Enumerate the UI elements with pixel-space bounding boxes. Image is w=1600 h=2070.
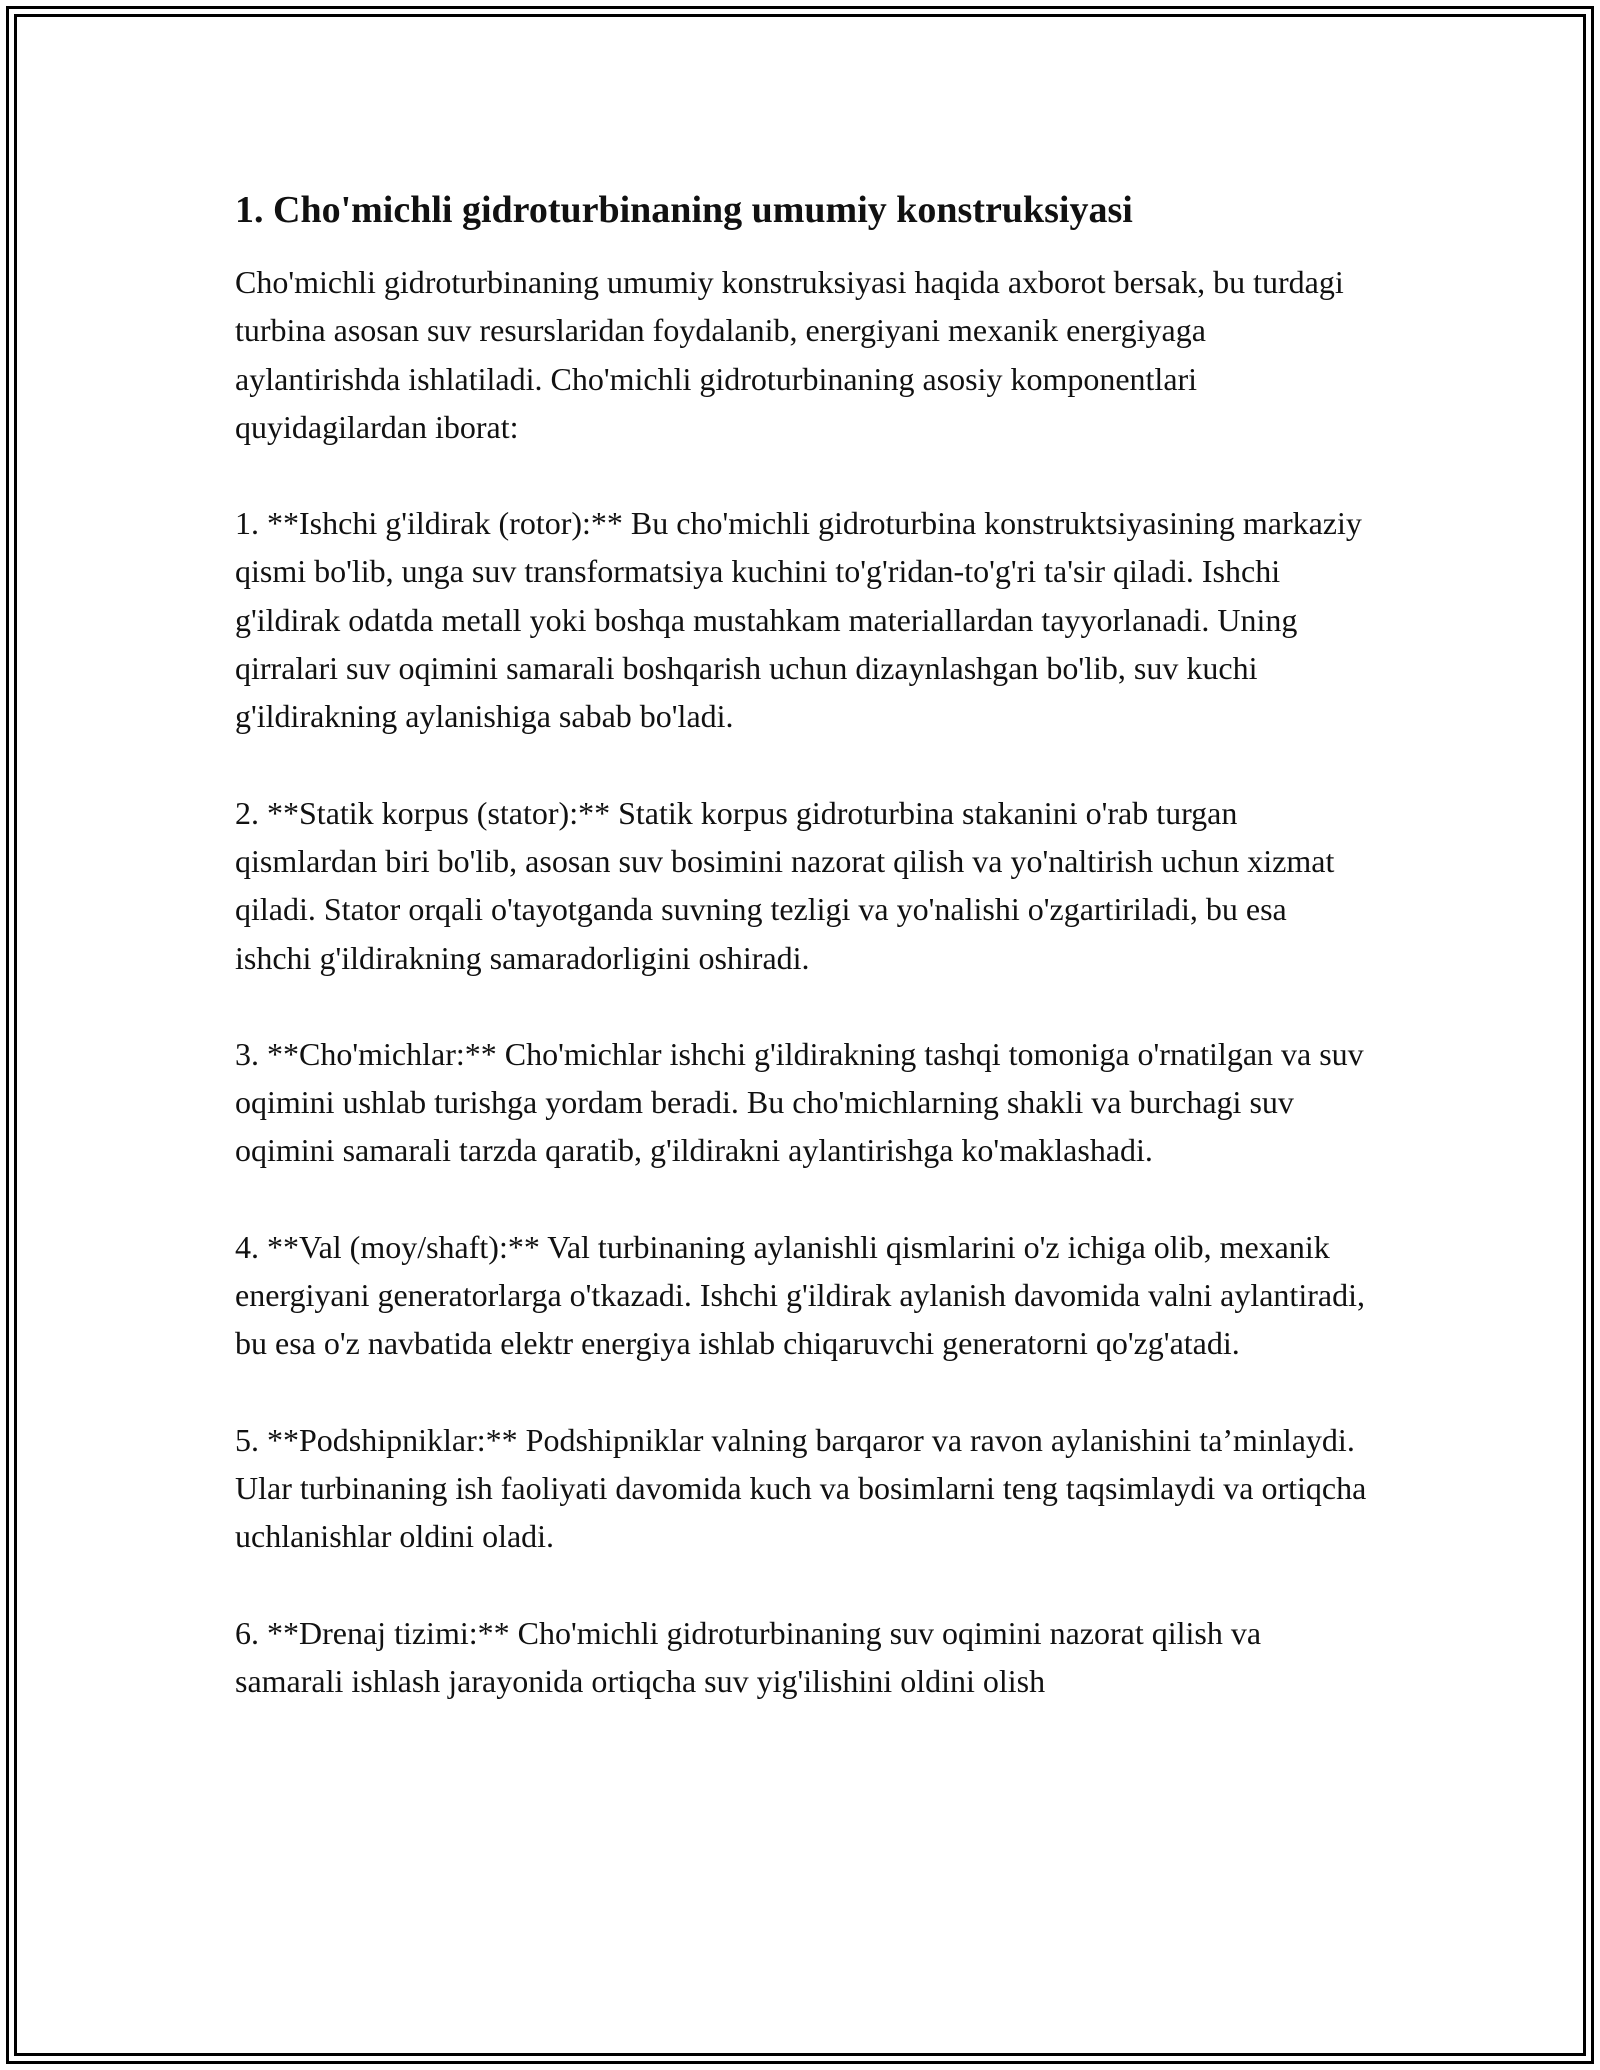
list-item-bearings: 5. **Podshipniklar:** Podshipniklar valning barqaror va ravon aylanishini ta’minlaydi. Ular turbinaning ish faoliyati davomida kuch va bosimlarni teng taqsimlaydi va ortiqcha uchlanishlar oldini oladi.: [235, 1421, 1367, 1555]
list-item-shaft: 4. **Val (moy/shaft):** Val turbinaning aylanishli qismlarini o'z ichiga olib, mexanik energiyani generatorlarga o'tkazadi. Ishchi g'ildirak aylanish davomida valni aylantiradi, bu esa o'z navbatida elektr energiya ishlab chiqaruvchi generatorni qo'zg'atadi.: [235, 1228, 1365, 1362]
intro-paragraph: Cho'michli gidroturbinaning umumiy konstruksiyasi haqida axborot bersak, bu turdagi turbina asosan suv resurslaridan foydalanib, energiyani mexanik energiyaga aylantirishda ishlatiladi. Cho'michli gidroturbinaning asosiy komponentlari quyidagilardan iborat:: [235, 264, 1344, 445]
list-item-drainage: 6. **Drenaj tizimi:** Cho'michli gidroturbinaning suv oqimini nazorat qilish va samarali ishlash jarayonida ortiqcha suv yig'ilishini oldini olish: [235, 1614, 1262, 1699]
list-item-buckets: 3. **Cho'michlar:** Cho'michlar ishchi g'ildirakning tashqi tomoniga o'rnatilgan va suv oqimini ushlab turishga yordam beradi. Bu cho'michlarning shakli va burchagi suv oqimini samarali tarzda qaratib, g'ildirakni aylantirishga ko'maklashadi.: [235, 1035, 1364, 1169]
list-item-rotor: 1. **Ishchi g'ildirak (rotor):** Bu cho'michli gidroturbina konstruktsiyasining markaziy qismi bo'lib, unga suv transformatsiya kuchini to'g'ridan-to'g'ri ta'sir qiladi. Ishchi g'ildirak odatda metall yoki boshqa mustahkam materiallardan tayyorlanadi. Uning qirralari suv oqimini samarali boshqarish uchun dizaynlashgan bo'lib, suv kuchi g'ildirakning aylanishiga sabab bo'ladi.: [235, 505, 1362, 735]
list-item-stator: 2. **Statik korpus (stator):** Statik korpus gidroturbina stakanini o'rab turgan qismlardan biri bo'lib, asosan suv bosimini nazorat qilish va yo'naltirish uchun xizmat qiladi. Stator orqali o'tayotganda suvning tezligi va yo'nalishi o'zgartiriladi, bu esa ishchi g'ildirakning samaradorligini oshiradi.: [235, 794, 1335, 976]
document-body: [235, 186, 1370, 1753]
document-title: 1. Cho'michli gidroturbinaning umumiy konstruksiyasi: [235, 189, 1133, 231]
